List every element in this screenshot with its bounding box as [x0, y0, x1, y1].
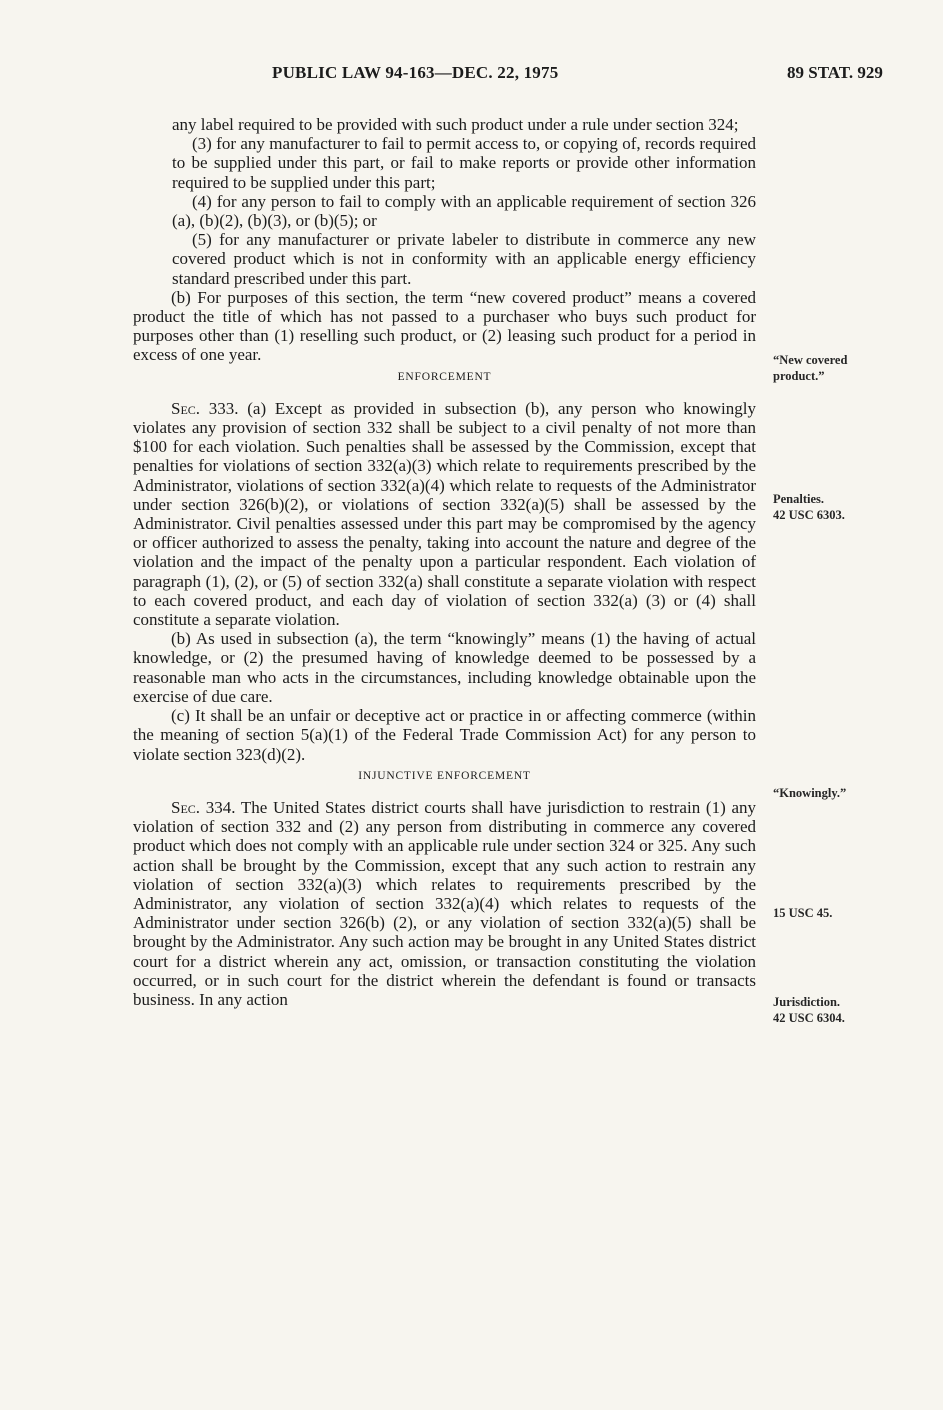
margin-note-jurisdiction: Jurisdiction. 42 USC 6304. [773, 995, 845, 1025]
paragraph-item-3: (3) for any manufacturer to fail to permit access to, or copying of, records required to be supplied under this part, or fail to make reports or provide other information required to be supplied under this part; [172, 134, 756, 192]
sec-label: Sec. [171, 797, 201, 817]
paragraph-unfair-practice: (c) It shall be an unfair or deceptive act or practice in or affecting commerce (within the meaning of section 5(a)(1) of the Federal Trade Commission Act) for any person to violate section 323(d)(2). [133, 706, 756, 764]
sec-334-text: 334. The United States district courts shall have jurisdiction to restrain (1) any violation of section 332 and (2) any person from distributing in commerce any covered product which does not comply with an applicable rule under section 324 or 325. Any such action shall be brought by the Commission, except that any such action to restrain any violation of section 332(a)(3) which relates to requirements prescribed by the Administrator, any violation of section 332(a)(4) which relates to requests of the Administrator under section 326(b) (2), or any violation of section 332(a)(5) shall be brought by the Administrator. Any such action may be brought in any United States district court for a district wherein any act, omission, or transaction constituting the violation occurred, or in such court for the district wherein the defendant is found or transacts business. In any action [133, 797, 756, 1009]
paragraph-new-covered-product: (b) For purposes of this section, the term “new covered product” means a covered product the title of which has not passed to a purchaser who buys such product for purposes other than (1) reselling such product, or (2) leasing such product for a period in excess of one year. [133, 287, 756, 365]
margin-note-new-covered-product: “New covered product.” [773, 353, 848, 383]
statute-page-number: 89 STAT. 929 [787, 63, 883, 82]
paragraph-sec-334 [133, 798, 756, 1009]
paragraph-item-5: (5) for any manufacturer or private labeler to distribute in commerce any new covered product which is not in conformity with an applicable energy efficiency standard prescribed under this part. [172, 230, 756, 288]
paragraph-knowingly: (b) As used in subsection (a), the term “knowingly” means (1) the having of actual knowledge, or (2) the presumed having of knowledge deemed to be possessed by a reasonable man who acts in the circumstances, including knowledge obtainable upon the exercise of due care. [133, 629, 756, 706]
sec-label: Sec. [171, 398, 201, 418]
margin-note-15-usc-45: 15 USC 45. [773, 906, 833, 920]
paragraph-sec-333 [133, 399, 756, 629]
heading-enforcement: ENFORCEMENT [397, 370, 492, 383]
sec-333-text: 333. (a) Except as provided in subsection (b), any person who knowingly violates any provision of section 332 shall be subject to a civil penalty of not more than $100 for each violation. Such penalties shall be assessed by the Commission, except that penalties for violations of section 332(a)(3) which relate to requirements prescribed by the Administrator, violations of section 332(a)(4) which relate to requests of the Administrator under section 326(b)(2), or violations of section 332(a)(5) shall be assessed by the Administrator. Civil penalties assessed under this part may be compromised by the agency or officer authorized to assess the penalty, taking into account the nature and degree of the violation and the impact of the penalty upon a particular respondent. Each violation of paragraph (1), (2), or (5) of section 332(a) shall constitute a separate violation with respect to each covered product, and each day of violation of section 332(a) (3) or (4) shall constitute a separate violation. [133, 398, 756, 630]
running-header-title: PUBLIC LAW 94-163—DEC. 22, 1975 [272, 63, 559, 82]
paragraph-label-continuation: any label required to be provided with such product under a rule under section 324; [172, 115, 739, 134]
heading-injunctive-enforcement: INJUNCTIVE ENFORCEMENT [358, 769, 531, 782]
main-text-column [133, 115, 756, 1009]
paragraph-item-4: (4) for any person to fail to comply with an applicable requirement of section 326 (a), (b)(2), (b)(3), or (b)(5); or [172, 191, 756, 231]
margin-note-penalties: Penalties. 42 USC 6303. [773, 492, 845, 522]
margin-note-knowingly: “Knowingly.” [773, 786, 847, 800]
